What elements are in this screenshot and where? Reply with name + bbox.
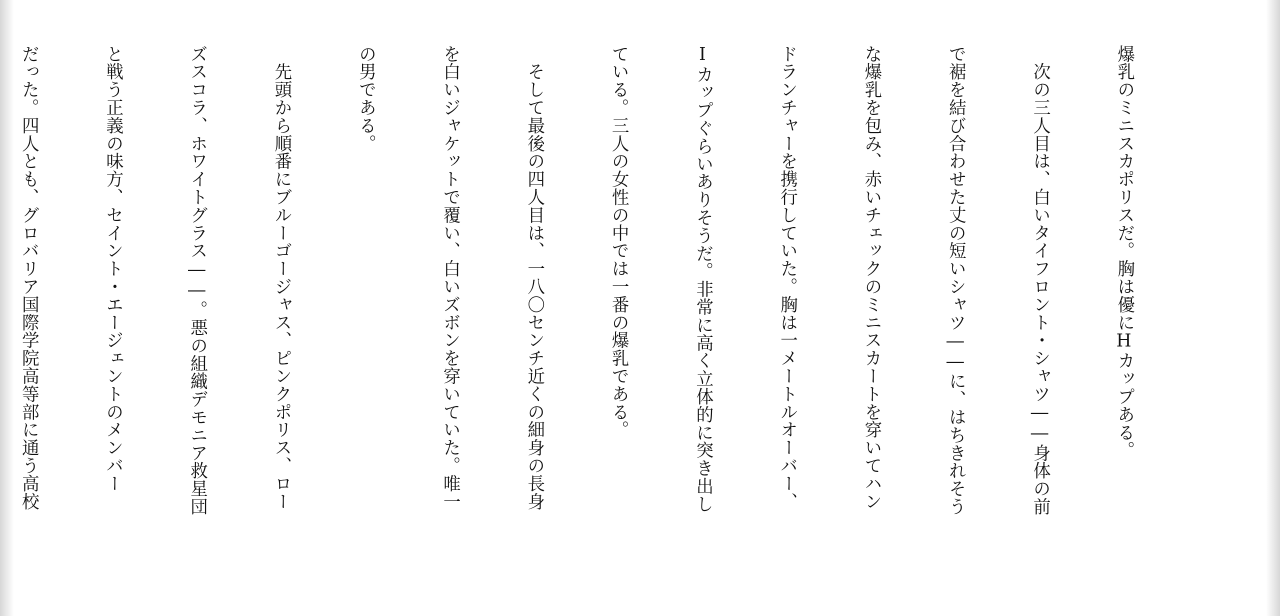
page-edge-right: [1266, 0, 1280, 616]
text-line: そして最後の四人目は、一八〇センチ近くの細身の長身: [523, 45, 544, 511]
text-line: ている。三人の女性の中では一番の爆乳である。: [608, 45, 629, 439]
text-line: 爆乳のミニスカポリスだ。胸は優にHカップある。: [1113, 45, 1134, 460]
text-line: で裾を結び合わせた丈の短いシャツ――に、はちきれそう: [945, 45, 966, 516]
text-line: 先頭から順番にブルーゴージャス、ピンクポリス、ロー: [271, 45, 291, 511]
text-line: Iカップぐらいありそうだ。非常に高く立体的に突き出し: [692, 45, 713, 513]
text-line: の男である。: [355, 45, 376, 153]
text-line: だった。四人とも、グロバリア国際学院高等部に通う高校: [18, 45, 39, 511]
text-line: ズスコラ、ホワイトグラス――。悪の組織デモニア救星団: [186, 45, 207, 516]
text-line: ドランチャーを携行していた。胸は一メートルオーバー、: [776, 45, 797, 511]
text-line: な爆乳を包み、赤いチェックのミニスカートを穿いてハン: [860, 45, 881, 511]
text-line: 次の三人目は、白いタイフロント・シャツ――身体の前: [1029, 45, 1050, 516]
text-line: と戦う正義の味方、セイント・エージェントのメンバー: [102, 45, 123, 493]
text-line: を白いジャケットで覆い、白いズボンを穿いていた。唯一: [439, 45, 460, 511]
vertical-text-body: [0, 45, 1194, 580]
